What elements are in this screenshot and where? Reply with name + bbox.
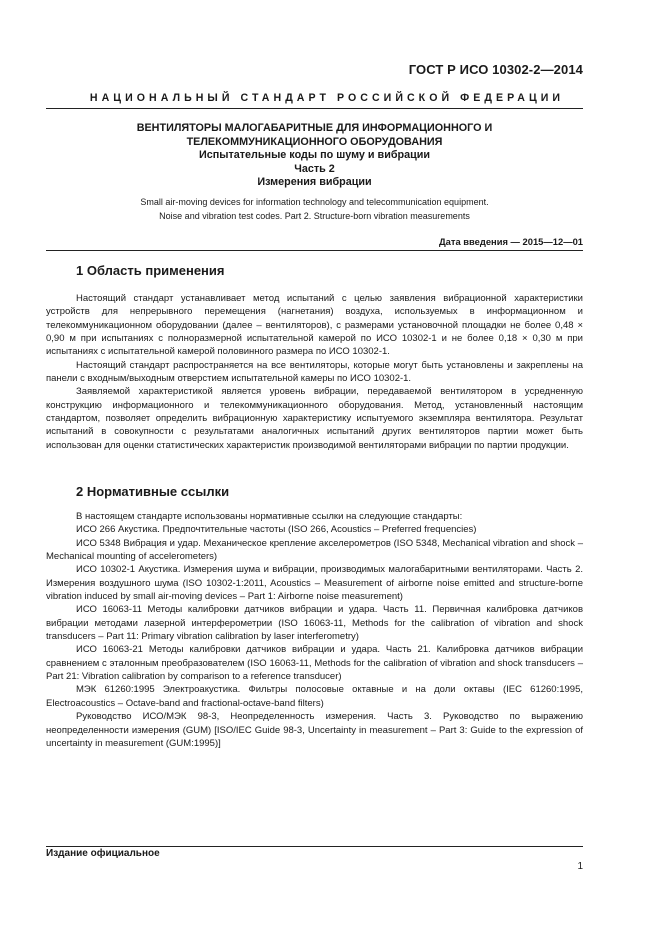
english-title-line-1: Small air-moving devices for information technology and telecommunication equipment. [140,197,489,207]
title-line-5: Измерения вибрации [257,176,372,189]
header-divider [46,108,583,109]
section-1-body [46,292,583,452]
reference-item: ИСО 16063-11 Методы калибровки датчиков вибрации и удара. Часть 11. Первичная калибровка датчиков вибрации методами лазерной интерферометрии (ISO 16063-11, Methods for the calibration of vibration and shock transducers – Part 11: Primary vibration calibration by laser interferometry) [46,604,583,643]
title-line-4: Часть 2 [294,162,335,175]
reference-item: МЭК 61260:1995 Электроакустика. Фильтры полосовые октавные и на доли октавы (IEC 61260:1995, Electroacoustics – Octave-band and fractional-octave-band filters) [46,684,583,709]
reference-item: ИСО 266 Акустика. Предпочтительные частоты (ISO 266, Acoustics – Preferred frequencies) [76,524,477,536]
section-1-paragraph: Настоящий стандарт распространяется на все вентиляторы, которые могут быть установлены и закреплены на панели с входным/выходным отверстием испытательной камеры по ИСО 10302-1. [46,359,583,385]
section-1-paragraph: Заявляемой характеристикой является уровень вибрации, передаваемой вентилятором в усредненную конструкцию информационного и телекоммуникационного оборудования. Метод, установленный настоящим стандартом, позволяет определить вибрационную характеристику испытуемого экземпляра вентилятора. Результат испытаний в совокупности с результатами аналогичных испытаний других вентиляторов партии может быть использован для оценки статистических характеристик производимой вентиляторами вибрации по партии продукции. [46,386,583,451]
section-1-paragraph: Настоящий стандарт устанавливает метод испытаний с целью заявления вибрационной характеристики устройств для непрерывного перемещения (нагнетания) воздуха, используемых в информационном и телекоммуникационном оборудовании (далее – вентиляторов), с размерами установочной площадки не более 0,48 × 0,90 м при испытаниях с полноразмерной испытательной камерой по ИСО 10302-1 и не более 0,18 × 0,30 м при испытаниях с испытательной камерой половинного размера по ИСО 10302-1. [46,293,583,358]
date-divider [46,250,583,251]
title-line-1: ВЕНТИЛЯТОРЫ МАЛОГАБАРИТНЫЕ ДЛЯ ИНФОРМАЦИОННОГО И [136,122,493,134]
national-standard-banner: НАЦИОНАЛЬНЫЙ СТАНДАРТ РОССИЙСКОЙ ФЕДЕРАЦИИ [89,92,565,104]
reference-item: ИСО 10302-1 Акустика. Измерения шума и вибрации, производимых малогабаритными вентиляторами. Часть 2. Измерения воздушного шума (ISO 10302-1:2011, Acoustics – Measurement of airborne noise emitted and structure-borne vibration induced by small air-moving devices – Part 1: Airborne noise measurement) [46,564,583,603]
reference-item: ИСО 5348 Вибрация и удар. Механическое крепление акселерометров (ISO 5348, Mechanical vibration and shock – Mechanical mounting of accelerometers) [46,537,583,563]
standard-title [46,122,583,190]
introduction-date: Дата введения — 2015—12—01 [438,236,583,247]
reference-item: ИСО 16063-21 Методы калибровки датчиков вибрации и удара. Часть 21. Калибровка датчиков вибрации сравнением с эталонным преобразователем (ISO 16063-11, Methods for the calibration of vibration and shock transducers – Part 21: Vibration calibration by comparison to a reference transducer) [46,644,583,683]
page-number: 1 [577,861,583,872]
title-line-3: Испытательные коды по шуму и вибрации [198,149,431,162]
section-2-body [46,510,583,750]
title-line-2: ТЕЛЕКОММУНИКАЦИОННОГО ОБОРУДОВАНИЯ [186,135,443,148]
english-title-line-2: Noise and vibration test codes. Part 2. Structure-born vibration measurements [159,210,470,221]
footer-divider [46,846,583,847]
section-1-heading: 1 Область применения [76,263,225,278]
english-title [46,196,583,223]
document-code: ГОСТ Р ИСО 10302-2—2014 [408,62,583,77]
official-edition-label: Издание официальное [46,848,160,859]
section-2-heading: 2 Нормативные ссылки [76,484,230,499]
reference-item: Руководство ИСО/МЭК 98-3, Неопределенность измерения. Часть 3. Руководство по выражению неопределенности измерения (GUM) [ISO/IEC Guide 98-3, Uncertainty in measurement – Part 3: Guide to the expression of uncertainty in measurement (GUM:1995)] [46,711,583,749]
reference-intro: В настоящем стандарте использованы нормативные ссылки на следующие стандарты: [76,511,463,522]
